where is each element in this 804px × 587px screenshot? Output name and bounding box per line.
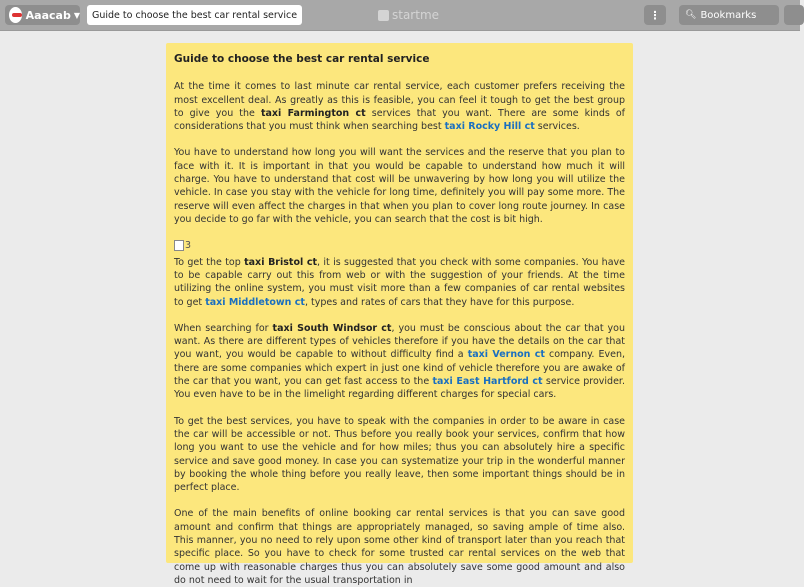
page-title-tab[interactable]: Guide to choose the best car rental service: [87, 5, 302, 25]
keyword-bold: taxi South Windsor ct: [272, 322, 392, 334]
article-paragraph-3: [174, 239, 625, 309]
broken-image-icon: [174, 240, 184, 251]
paragraph-text: At the time it comes to last minute car rental service, each customer prefers receiving the most excellent deal. As greatly as this is feasible, you can feel it tough to get the best group to give you the: [174, 81, 625, 119]
keyword-link[interactable]: taxi East Hartford ct: [432, 376, 543, 388]
startme-logo[interactable]: [378, 8, 439, 22]
paragraph-text: To get the top: [174, 256, 245, 268]
vertical-dots-icon: ⋮: [649, 8, 661, 22]
more-menu-button[interactable]: [644, 5, 666, 25]
article-paragraph-5: To get the best services, you have to speak with the companies in order to be aware in case the car will be accessible or not. Thus before you really book your services, confirm that how long you want to use the vehicle and for how miles; thus you can absolutely hire a specific service and save good money. In case you can systematize your trip in the wonderful manner by booking the whole thing before you really leave, then some important things should be in perfect place.: [174, 415, 625, 494]
image-alt-text: 3: [185, 240, 192, 252]
keyword-link[interactable]: taxi Rocky Hill ct: [444, 121, 535, 133]
brand-name: Aaacab: [25, 8, 71, 22]
startme-logo-icon: [378, 10, 389, 21]
search-icon: 🔍︎: [685, 10, 697, 20]
broken-image: [174, 239, 191, 252]
article-title: Guide to choose the best car rental service: [174, 53, 430, 65]
article-paragraph-2: You have to understand how long you will want the services and the reserve that you plan to face with it. It is important in that you would be capable to understand how much it will charge. You have to understand that cost will be unwavering by how long you will utilize the vehicle. In case you stay with the vehicle for long time, definitely you will pay some more. The reserve will even affect the charges in that when you plan to cover long route journey. In case you decide to go far with the vehicle, you can search that the cost is bit high.: [174, 147, 625, 225]
paragraph-text: , it is suggested that you check with some companies. You have to be capable carry out this from web or with the suggestion of your friends. At the time utilizing the online system, you must visit more than a few companies of car rental websites to get: [174, 256, 625, 308]
keyword-link[interactable]: taxi Middletown ct: [205, 296, 305, 308]
keyword-bold: taxi Bristol ct: [244, 256, 318, 268]
article-paragraph-1: [174, 80, 625, 133]
paragraph-text: , you must be conscious about the car that you want. As there are different types of vehicles therefore if you have the details on the car that you want, you would be capable to without difficulty find a: [174, 322, 625, 361]
chevron-down-icon: ▼: [73, 10, 80, 20]
startme-logo-text: startme: [392, 8, 440, 22]
article-paragraph-6: One of the main benefits of online booking car rental services is that you can save good amount and confirm that things are appropriately managed, so saving ample of time also. This manner, you no need to rely upon some other kind of transport later than you reach that specific place. So you have to check for some trusted car rental services on the web that come up with reasonable charges thus you can absolutely save some good amount and also do not need to wait for the usual transportation in: [174, 508, 625, 586]
brand-logo-icon: [9, 7, 22, 23]
paragraph-text: , types and rates of cars that they have for this purpose.: [304, 296, 575, 308]
top-bar: [0, 0, 800, 31]
article-card: [166, 43, 633, 586]
paragraph-text: company. Even, there are some companies which expert in just one kind of vehicle therefore you are awake of the car that you want, you can get fast access to the: [174, 349, 625, 388]
brand-menu-button[interactable]: [5, 5, 80, 25]
paragraph-text: services that you want. There are some kinds of considerations that you must think when searching best: [174, 107, 626, 133]
keyword-bold: taxi Farmington ct: [260, 107, 366, 119]
paragraph-text: services.: [534, 121, 580, 133]
paragraph-text: When searching for: [174, 322, 273, 334]
article-paragraph-4: [174, 322, 625, 402]
bookmarks-label: Bookmarks: [700, 9, 757, 21]
keyword-link[interactable]: taxi Vernon ct: [467, 349, 545, 361]
extra-button[interactable]: [784, 5, 804, 25]
bookmarks-search-button[interactable]: [679, 5, 779, 25]
paragraph-text: service provider. You even have to be in the limelight regarding different charges for special cars.: [174, 376, 625, 401]
